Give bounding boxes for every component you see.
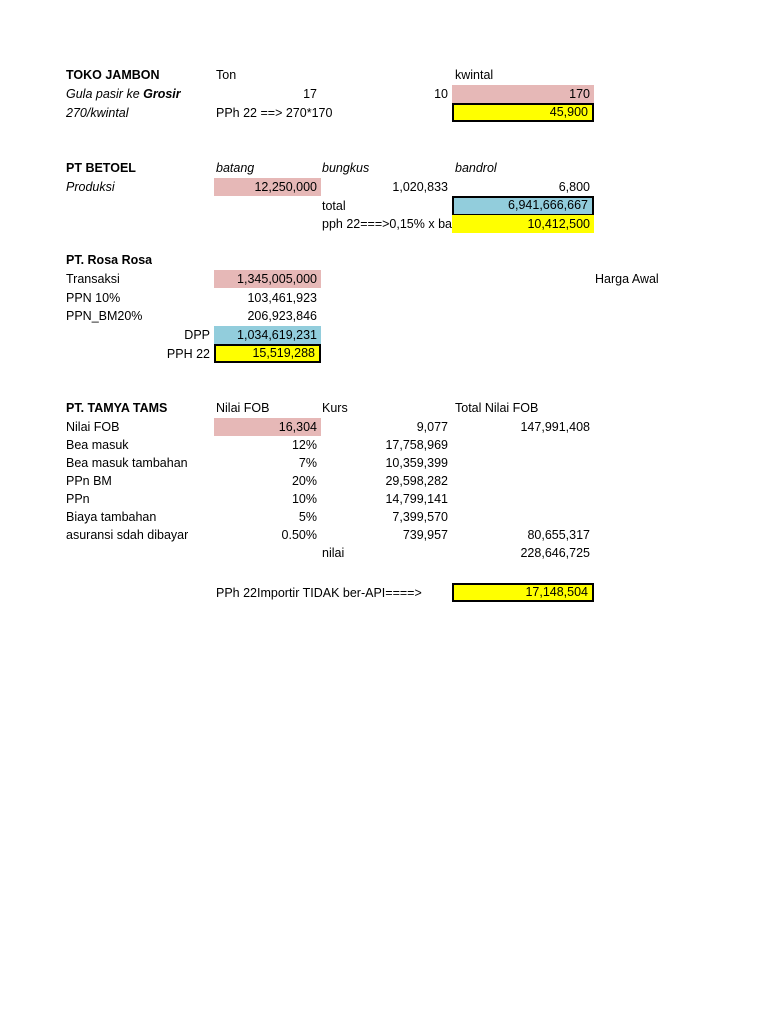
dpp-value-cell[interactable]: 1,034,619,231 [214,326,321,344]
transaksi-value-cell[interactable]: 1,345,005,000 [214,270,321,288]
kwintal-value-cell[interactable]: 170 [452,85,594,103]
factor-cell[interactable]: 10 [434,87,448,101]
grosir-text: Grosir [143,87,181,101]
tamya-row-label: PPn BM [66,474,112,488]
tamya-row-label: Bea masuk tambahan [66,456,188,470]
pt-tamya-title: PT. TAMYA TAMS [66,401,168,415]
tamya-row-label: PPn [66,492,90,506]
batang-value-cell[interactable]: 12,250,000 [214,178,321,196]
batang-header: batang [216,161,255,175]
betoel-pph-cell[interactable]: 10,412,500 [452,215,594,233]
gula-pasir-label [66,85,181,103]
tamya-row-amount[interactable]: 739,957 [402,528,448,542]
ppnbm-label: PPN_BM20% [66,309,143,323]
dpp-label: DPP [184,328,210,342]
rosa-pph-cell[interactable]: 15,519,288 [214,344,321,363]
transaksi-label: Transaksi [66,272,120,286]
tamya-row-label: Bea masuk [66,438,129,452]
toko-jambon-title: TOKO JAMBON [66,68,160,82]
pt-betoel-title: PT BETOEL [66,161,136,175]
pt-rosa-title: PT. Rosa Rosa [66,253,153,267]
tamya-pph-label: PPh 22Importir TIDAK ber-API====> [216,586,422,600]
ppn-label: PPN 10% [66,291,121,305]
betoel-pph-label: pph 22===>0,15% x ba [322,217,452,231]
total-nilai-fob-header: Total Nilai FOB [455,401,539,415]
ton-header: Ton [216,68,237,82]
betoel-total-cell[interactable]: 6,941,666,667 [452,196,594,216]
tamya-row-amount[interactable]: 14,799,141 [385,492,448,506]
produksi-label: Produksi [66,180,115,194]
tamya-row-label: asuransi sdah dibayar [66,528,189,542]
tamya-row-rate[interactable]: 20% [291,474,317,488]
nilai-fob-header: Nilai FOB [216,401,270,415]
bungkus-value-cell[interactable]: 1,020,833 [392,180,448,194]
tamya-row-amount[interactable]: 29,598,282 [385,474,448,488]
tamya-row-rate[interactable]: 16,304 [214,418,321,436]
rate-label: 270/kwintal [66,106,129,120]
tamya-row-rate[interactable]: 12% [291,438,317,452]
tamya-row-total[interactable]: 147,991,408 [520,420,590,434]
kwintal-header: kwintal [455,68,494,82]
ton-value-cell[interactable]: 17 [303,87,317,101]
pph-formula: PPh 22 ==> 270*170 [216,106,333,120]
bungkus-header: bungkus [322,161,370,175]
tamya-row-total[interactable]: 80,655,317 [527,528,590,542]
ppnbm-value-cell[interactable]: 206,923,846 [247,309,317,323]
tamya-pph-cell[interactable]: 17,148,504 [452,583,594,602]
kurs-header: Kurs [322,401,348,415]
tamya-row-amount[interactable]: 7,399,570 [392,510,448,524]
tamya-row-rate[interactable]: 5% [298,510,317,524]
bandrol-header: bandrol [455,161,497,175]
tamya-row-rate[interactable]: 0.50% [281,528,317,542]
tamya-row-amount[interactable]: 9,077 [416,420,448,434]
nilai-label: nilai [322,546,345,560]
total-label: total [322,199,346,213]
ppn-value-cell[interactable]: 103,461,923 [247,291,317,305]
tamya-row-rate[interactable]: 10% [291,492,317,506]
harga-awal-label: Harga Awal [595,272,659,286]
tamya-row-amount[interactable]: 10,359,399 [385,456,448,470]
bandrol-value-cell[interactable]: 6,800 [558,180,590,194]
gula-pasir-text: Gula pasir ke [66,87,144,101]
tamya-row-rate[interactable]: 7% [298,456,317,470]
jambon-pph-cell[interactable]: 45,900 [452,103,594,122]
rosa-pph-label: PPH 22 [166,347,210,361]
tamya-row-label: Biaya tambahan [66,510,157,524]
nilai-value-cell[interactable]: 228,646,725 [520,546,590,560]
tamya-row-label: Nilai FOB [66,420,120,434]
tamya-row-amount[interactable]: 17,758,969 [385,438,448,452]
